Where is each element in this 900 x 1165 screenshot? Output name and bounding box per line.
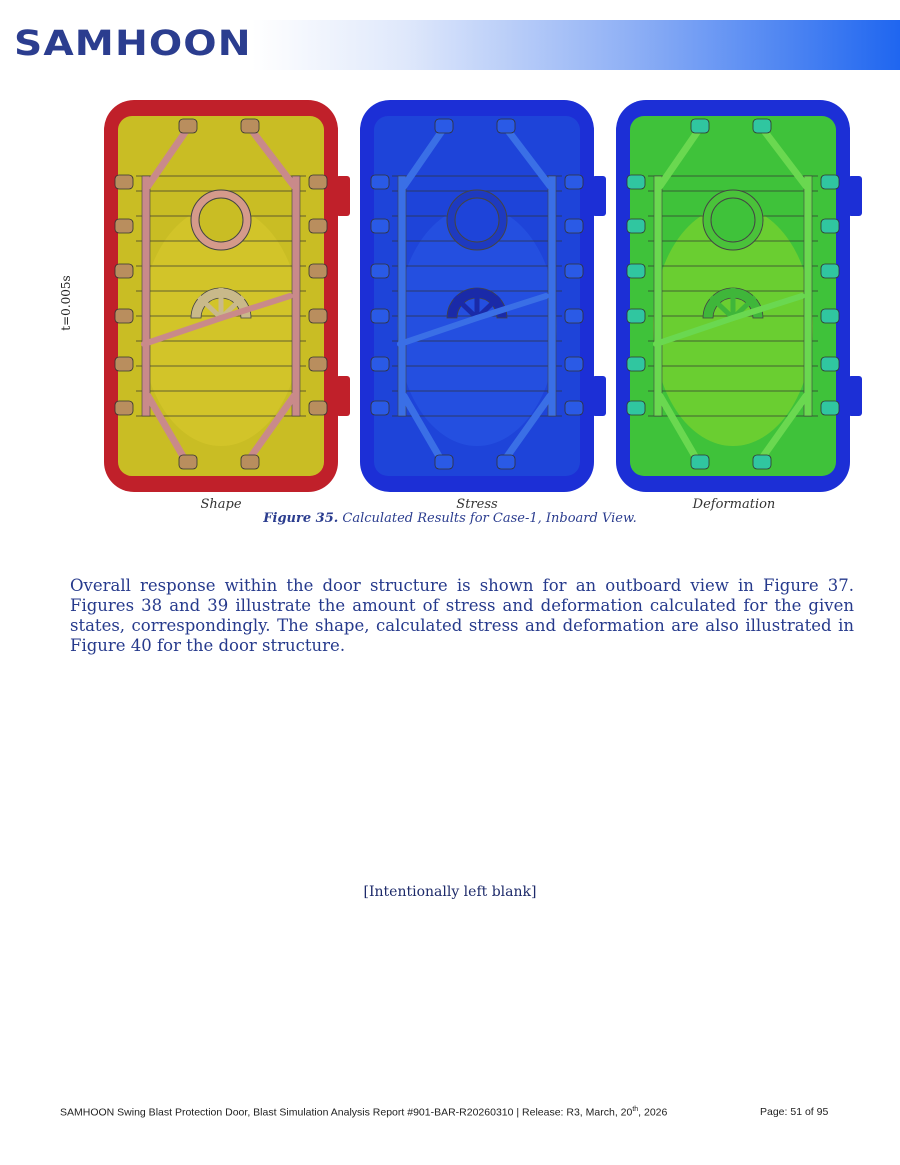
latch-bracket bbox=[627, 175, 645, 189]
latch-bracket bbox=[309, 264, 327, 278]
latch-bracket bbox=[821, 264, 839, 278]
latch-bracket bbox=[115, 264, 133, 278]
latch-bracket bbox=[691, 455, 709, 469]
latch-bracket bbox=[371, 401, 389, 415]
body-paragraph: Overall response within the door structure is shown for an outboard view in Figure 37. Figures 38 and 39 illustrate the amount of stress and deformation calculated for the given states, correspondingly. The shape, calculated stress and deformation are also illustrated in Figure 40 for the door structure. bbox=[70, 576, 854, 655]
latch-bracket bbox=[371, 309, 389, 323]
vertical-stiffener bbox=[548, 176, 556, 416]
figure-caption-label: Figure 35. bbox=[263, 511, 339, 526]
vertical-stiffener bbox=[804, 176, 812, 416]
latch-bracket bbox=[371, 219, 389, 233]
latch-bracket bbox=[691, 119, 709, 133]
latch-bracket bbox=[565, 264, 583, 278]
door-panel-stress bbox=[356, 96, 612, 496]
latch-bracket bbox=[115, 309, 133, 323]
panel-caption-shape: Shape bbox=[200, 497, 242, 512]
panel-caption-deformation: Deformation bbox=[692, 497, 776, 512]
company-logo: SAMHOON bbox=[14, 24, 252, 64]
latch-bracket bbox=[179, 119, 197, 133]
hinge-tab bbox=[848, 376, 862, 416]
figure-caption bbox=[0, 511, 900, 526]
latch-bracket bbox=[821, 219, 839, 233]
footer-report-text-a: SAMHOON Swing Blast Protection Door, Blast Simulation Analysis Report #901-BAR-R20260310 | Release: R3, March, 20 bbox=[60, 1106, 633, 1119]
vertical-stiffener bbox=[654, 176, 662, 416]
latch-bracket bbox=[497, 119, 515, 133]
latch-bracket bbox=[627, 264, 645, 278]
blank-note: [Intentionally left blank] bbox=[363, 884, 537, 900]
latch-bracket bbox=[371, 175, 389, 189]
porthole-glass bbox=[711, 198, 755, 242]
latch-bracket bbox=[753, 119, 771, 133]
latch-bracket bbox=[627, 357, 645, 371]
latch-bracket bbox=[821, 401, 839, 415]
porthole-glass bbox=[199, 198, 243, 242]
latch-bracket bbox=[115, 357, 133, 371]
latch-bracket bbox=[309, 401, 327, 415]
latch-bracket bbox=[821, 357, 839, 371]
latch-bracket bbox=[565, 175, 583, 189]
hinge-tab bbox=[592, 176, 606, 216]
footer-report-text-b: , 2026 bbox=[638, 1106, 668, 1119]
latch-bracket bbox=[565, 357, 583, 371]
latch-bracket bbox=[309, 219, 327, 233]
latch-bracket bbox=[309, 175, 327, 189]
latch-bracket bbox=[497, 455, 515, 469]
latch-bracket bbox=[115, 401, 133, 415]
footer-report-sup: th bbox=[632, 1106, 639, 1113]
vertical-stiffener bbox=[292, 176, 300, 416]
latch-bracket bbox=[115, 219, 133, 233]
vertical-stiffener bbox=[142, 176, 150, 416]
latch-bracket bbox=[179, 455, 197, 469]
latch-bracket bbox=[627, 401, 645, 415]
latch-bracket bbox=[565, 309, 583, 323]
hinge-tab bbox=[336, 376, 350, 416]
footer-page-number: Page: 51 of 95 bbox=[760, 1106, 829, 1118]
latch-bracket bbox=[565, 219, 583, 233]
latch-bracket bbox=[371, 357, 389, 371]
time-label: t=0.005s bbox=[59, 275, 73, 331]
latch-bracket bbox=[565, 401, 583, 415]
vertical-stiffener bbox=[398, 176, 406, 416]
door-panel-deformation bbox=[612, 96, 868, 496]
latch-bracket bbox=[371, 264, 389, 278]
panel-caption-stress: Stress bbox=[456, 497, 498, 512]
hinge-tab bbox=[848, 176, 862, 216]
latch-bracket bbox=[753, 455, 771, 469]
hinge-tab bbox=[592, 376, 606, 416]
porthole-glass bbox=[455, 198, 499, 242]
latch-bracket bbox=[627, 309, 645, 323]
footer-report-info bbox=[60, 1106, 667, 1119]
door-panel-shape bbox=[100, 96, 356, 496]
latch-bracket bbox=[821, 175, 839, 189]
latch-bracket bbox=[241, 119, 259, 133]
latch-bracket bbox=[435, 455, 453, 469]
latch-bracket bbox=[309, 309, 327, 323]
latch-bracket bbox=[627, 219, 645, 233]
latch-bracket bbox=[435, 119, 453, 133]
latch-bracket bbox=[821, 309, 839, 323]
latch-bracket bbox=[115, 175, 133, 189]
figure-caption-text: Calculated Results for Case-1, Inboard View. bbox=[342, 511, 637, 526]
latch-bracket bbox=[241, 455, 259, 469]
hinge-tab bbox=[336, 176, 350, 216]
latch-bracket bbox=[309, 357, 327, 371]
